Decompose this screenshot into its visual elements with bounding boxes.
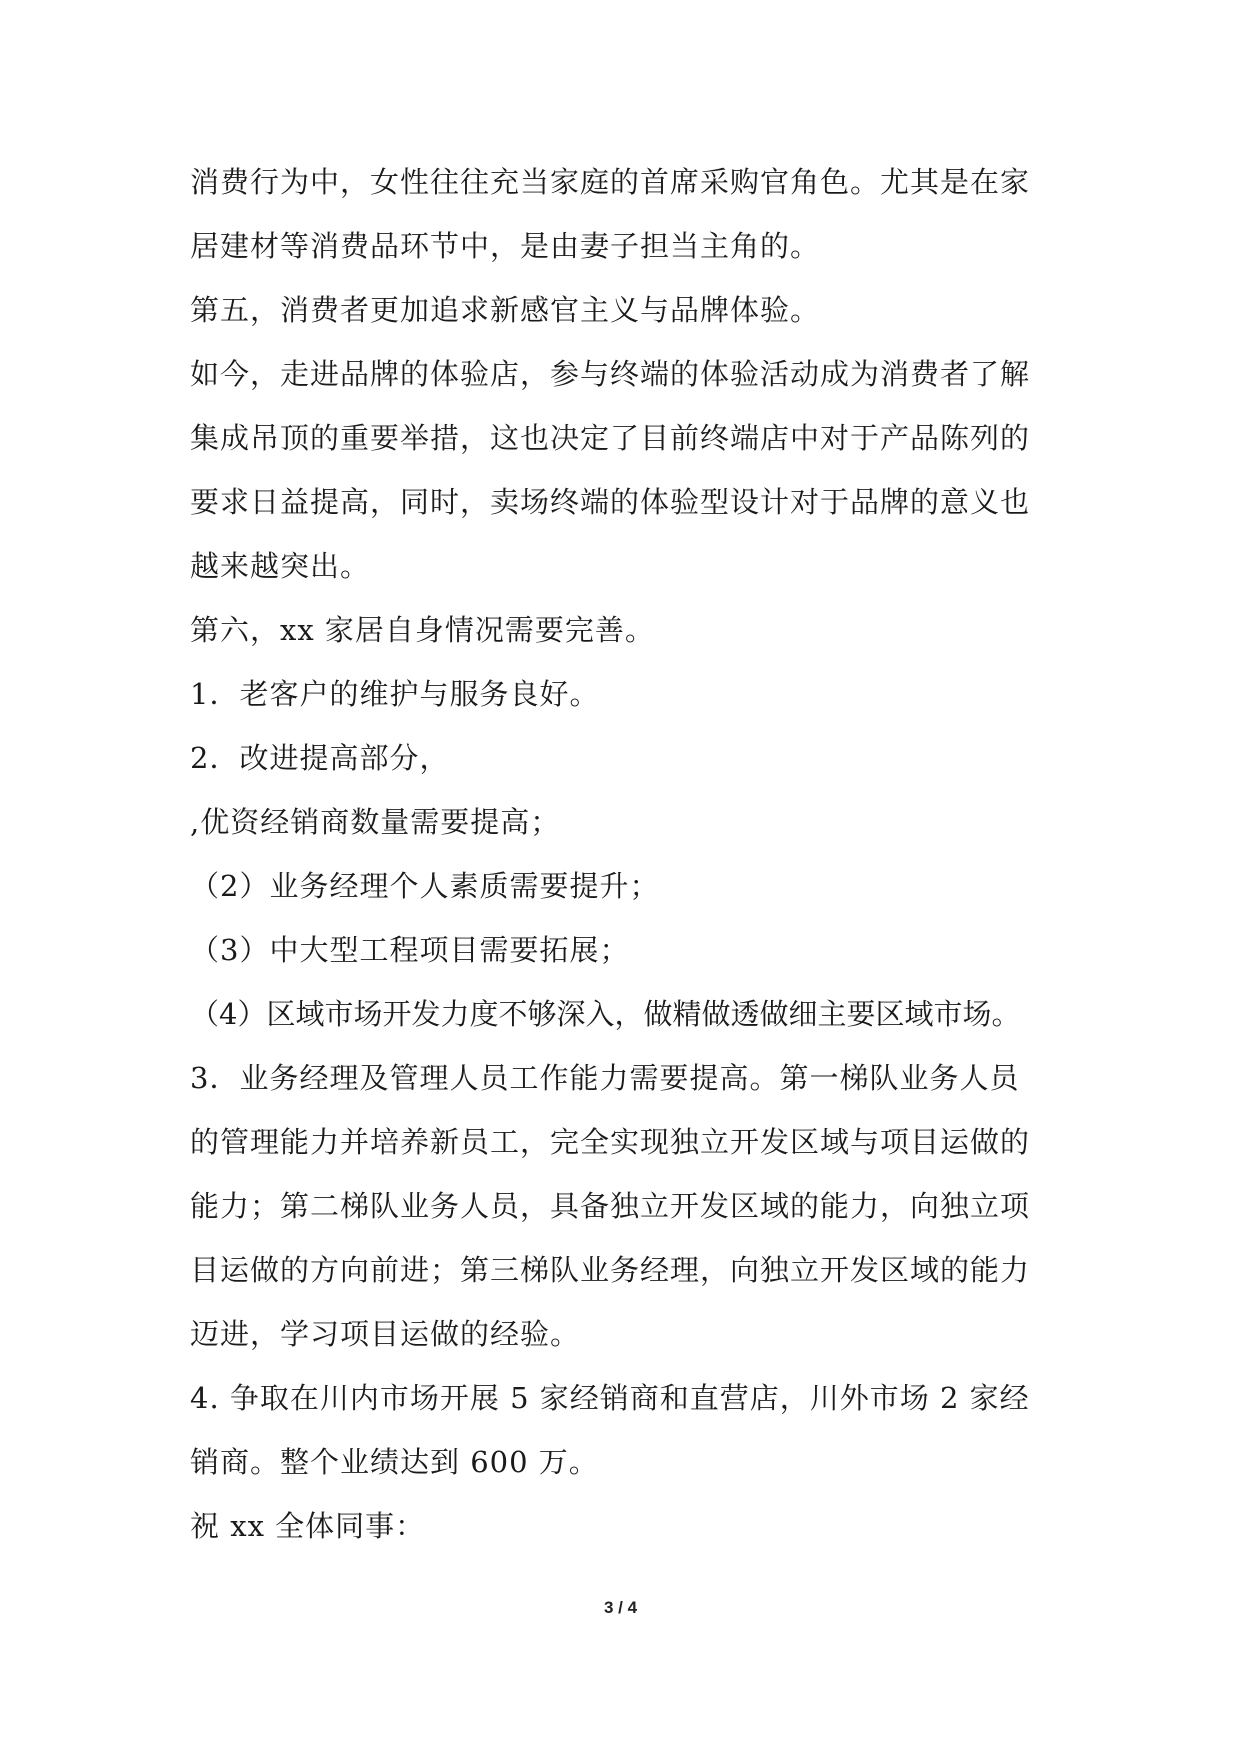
list-item: 1．老客户的维护与服务良好。 — [190, 677, 600, 711]
sub-list-item: （2）业务经理个人素质需要提升； — [190, 869, 660, 903]
body-line: 迈进，学习项目运做的经验。 — [190, 1317, 581, 1351]
list-item: 2．改进提高部分， — [190, 741, 450, 775]
section-heading: 第五，消费者更加追求新感官主义与品牌体验。 — [190, 293, 821, 327]
body-line: 能力；第二梯队业务人员，具备独立开发区域的能力，向独立项 — [190, 1189, 1031, 1223]
body-line: 要求日益提高，同时，卖场终端的体验型设计对于品牌的意义也 — [190, 485, 1031, 519]
body-line: 目运做的方向前进；第三梯队业务经理，向独立开发区域的能力 — [190, 1253, 1031, 1287]
section-heading: 第六，xx 家居自身情况需要完善。 — [190, 613, 655, 647]
body-line: 销商。整个业绩达到 600 万。 — [190, 1445, 599, 1479]
sub-list-item: ,优资经销商数量需要提高； — [190, 805, 561, 839]
body-line: 居建材等消费品环节中，是由妻子担当主角的。 — [190, 229, 821, 263]
closing-line: 祝 xx 全体同事： — [190, 1509, 426, 1543]
sub-list-item: （4）区域市场开发力度不够深入，做精做透做细主要区域市场。 — [190, 997, 1021, 1031]
page-number: 3 / 4 — [603, 1598, 638, 1617]
list-item: 4. 争取在川内市场开展 5 家经销商和直营店，川外市场 2 家经 — [190, 1381, 1030, 1415]
body-line: 的管理能力并培养新员工，完全实现独立开发区域与项目运做的 — [190, 1125, 1031, 1159]
body-line: 消费行为中，女性往往充当家庭的首席采购官角色。尤其是在家 — [190, 165, 1031, 199]
document-body — [190, 150, 1060, 1558]
body-line: 如今，走进品牌的体验店，参与终端的体验活动成为消费者了解 — [190, 357, 1031, 391]
sub-list-item: （3）中大型工程项目需要拓展； — [190, 933, 630, 967]
body-line: 越来越突出。 — [190, 549, 371, 583]
list-item: 3．业务经理及管理人员工作能力需要提高。第一梯队业务人员 — [190, 1061, 1020, 1095]
body-line: 集成吊顶的重要举措，这也决定了目前终端店中对于产品陈列的 — [190, 421, 1031, 455]
